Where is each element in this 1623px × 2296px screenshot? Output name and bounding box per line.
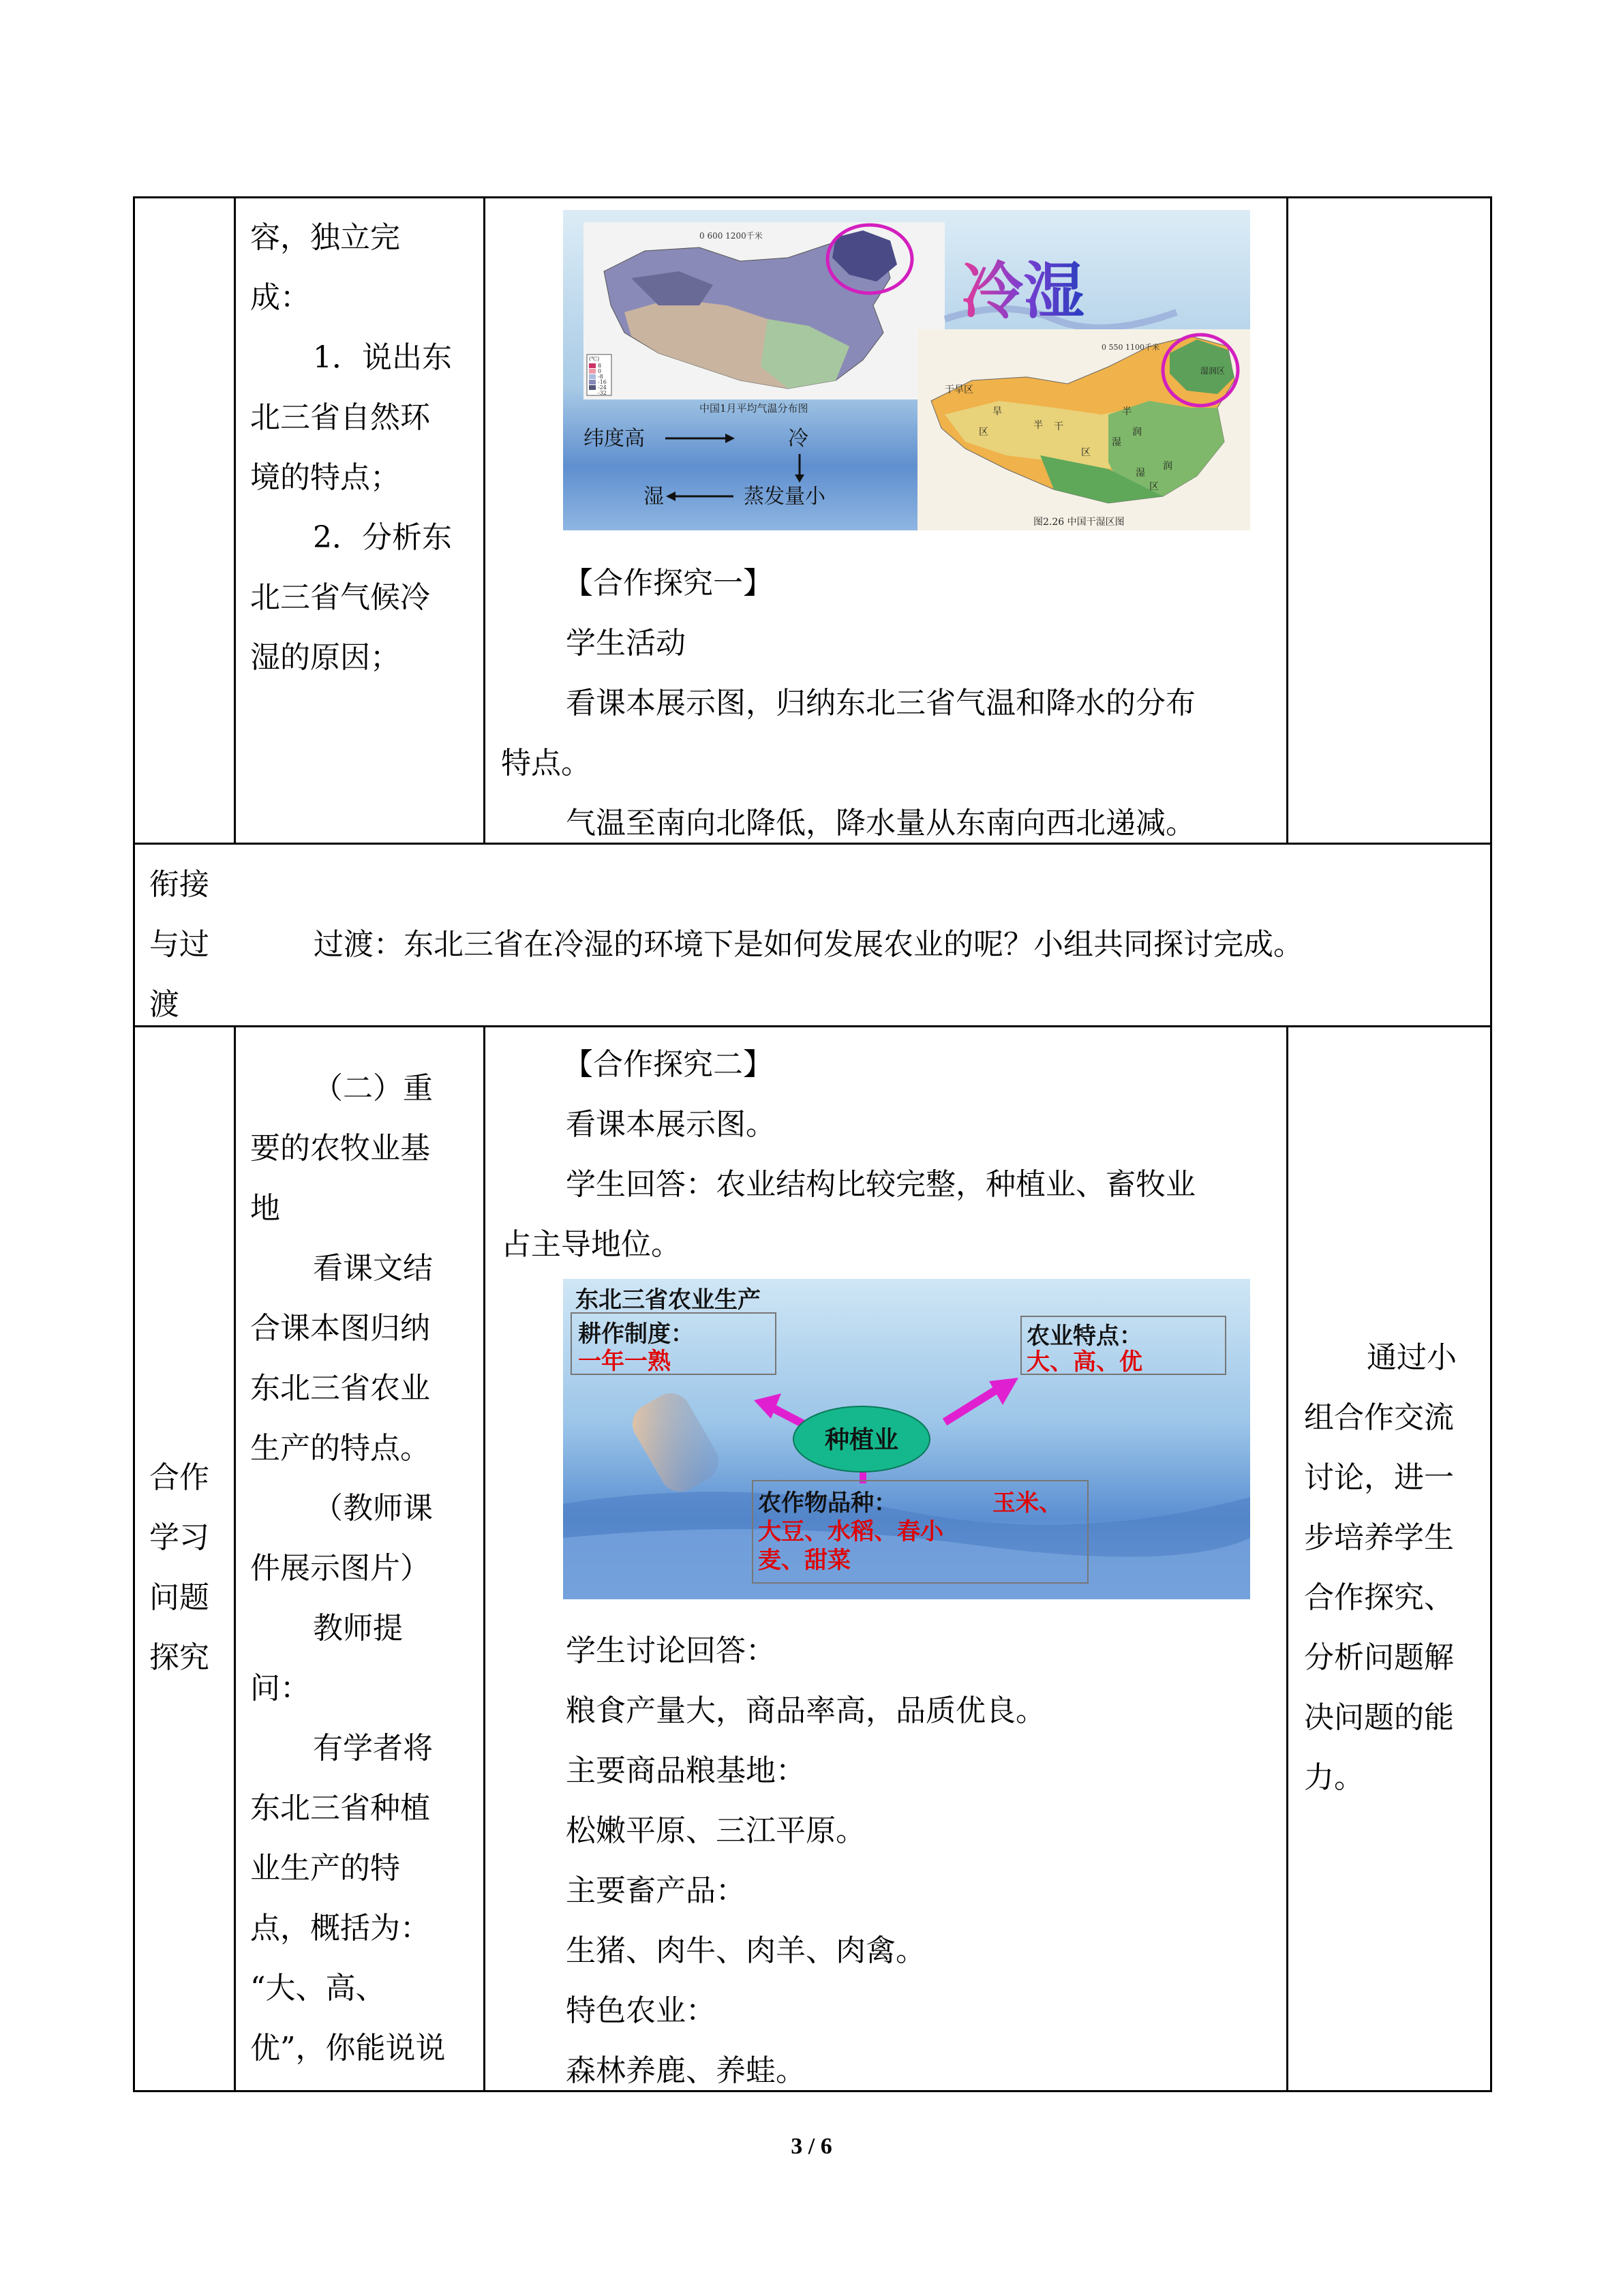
box-value: 一年一熟 bbox=[578, 1348, 671, 1375]
map-region-label: 干 bbox=[1054, 421, 1063, 432]
text-line: 主要畜产品： bbox=[566, 1873, 746, 1908]
text-line: 境的特点； bbox=[250, 460, 400, 495]
row-label-line: 渡 bbox=[149, 987, 179, 1022]
text-line: 组合作交流 bbox=[1304, 1400, 1454, 1435]
flow-label: 蒸发量小 bbox=[744, 485, 825, 509]
box-value: 麦、甜菜 bbox=[758, 1547, 851, 1574]
box-label: 农业特点： bbox=[1027, 1323, 1142, 1350]
diagram-title: 东北三省农业生产 bbox=[575, 1286, 761, 1314]
map-region-label: 润 bbox=[1132, 427, 1142, 438]
text-line: （二）重 bbox=[313, 1071, 433, 1106]
text-line: 学生回答：农业结构比较完整，种植业、畜牧业 bbox=[566, 1167, 1196, 1202]
row-label-line: 合作 bbox=[149, 1460, 209, 1495]
section-heading: 【合作探究一】 bbox=[563, 566, 773, 601]
table-right-border bbox=[1490, 196, 1492, 2092]
text-line: 力。 bbox=[1304, 1760, 1364, 1795]
big-title-text: 冷湿 bbox=[962, 256, 1084, 327]
map-region-label: 干旱区 bbox=[945, 384, 973, 395]
text-line: 业生产的特 bbox=[250, 1851, 400, 1886]
text-line: 东北三省农业 bbox=[250, 1371, 430, 1406]
text-line: 北三省自然环 bbox=[250, 400, 430, 435]
map-region-label: 润 bbox=[1163, 461, 1172, 472]
text-line: 看课本展示图，归纳东北三省气温和降水的分布 bbox=[566, 686, 1196, 721]
map-region-label: 湿润区 bbox=[1200, 366, 1226, 376]
box-value: 大、高、优 bbox=[1027, 1348, 1142, 1376]
legend-value: -24 bbox=[598, 384, 607, 391]
map-caption: 中国1月平均气温分布图 bbox=[699, 402, 808, 414]
text-line: 气温至南向北降低，降水量从东南向西北递减。 bbox=[566, 806, 1196, 841]
text-line: 教师提 bbox=[313, 1611, 403, 1646]
text-line: 生猪、肉牛、肉羊、肉禽。 bbox=[566, 1933, 926, 1968]
text-line: 特点。 bbox=[501, 746, 591, 781]
text-line: 通过小 bbox=[1367, 1340, 1457, 1375]
map-region-label: 半 bbox=[1033, 420, 1043, 431]
center-label: 种植业 bbox=[824, 1426, 899, 1454]
map-scale: 0 550 1100千米 bbox=[1102, 343, 1159, 352]
box-value: 玉米、 bbox=[992, 1490, 1062, 1517]
map-caption: 图2.26 中国干湿区图 bbox=[1033, 517, 1125, 528]
text-line: 看课文结 bbox=[313, 1251, 433, 1286]
flow-label: 湿 bbox=[643, 485, 664, 509]
page-number: 3 / 6 bbox=[791, 2134, 832, 2159]
text-line: 北三省气候冷 bbox=[250, 580, 430, 615]
text-line: 讨论，进一 bbox=[1304, 1460, 1454, 1495]
map-region-label: 湿 bbox=[1136, 468, 1145, 479]
legend-value: -32 bbox=[598, 390, 607, 396]
box-value: 大豆、水稻、春小 bbox=[758, 1518, 943, 1545]
col-c-divider-row3 bbox=[1286, 1025, 1288, 2091]
text-line: 点，概括为： bbox=[250, 1911, 430, 1946]
map-region-label: 区 bbox=[979, 427, 988, 438]
text-line: 步培养学生 bbox=[1304, 1520, 1454, 1555]
legend-value: -8 bbox=[598, 374, 603, 380]
text-line: 分析问题解 bbox=[1304, 1640, 1454, 1675]
row-label-line: 学习 bbox=[149, 1520, 209, 1555]
climate-map-image bbox=[563, 210, 1250, 530]
text-line: 特色农业： bbox=[566, 1993, 716, 2028]
col-a-divider-row1 bbox=[234, 196, 236, 844]
box-label: 耕作制度： bbox=[578, 1320, 694, 1348]
col-b-divider-row1 bbox=[483, 196, 485, 844]
text-line: 湿的原因； bbox=[250, 640, 400, 675]
text-line: 学生讨论回答： bbox=[566, 1633, 776, 1668]
row-label-line: 衔接 bbox=[149, 867, 209, 902]
text-line: 1．说出东 bbox=[313, 340, 452, 375]
col-b-divider-row3 bbox=[483, 1025, 485, 2091]
text-line: 学生活动 bbox=[566, 626, 686, 661]
text-line: 成： bbox=[250, 280, 310, 315]
text-line: 生产的特点。 bbox=[250, 1431, 430, 1466]
transition-text: 过渡：东北三省在冷湿的环境下是如何发展农业的呢？小组共同探讨完成。 bbox=[314, 927, 1303, 962]
text-line: 要的农牧业基 bbox=[250, 1131, 430, 1166]
legend-value: 0 bbox=[598, 368, 602, 374]
text-line: 2．分析东 bbox=[313, 520, 452, 555]
agriculture-diagram-image bbox=[563, 1279, 1250, 1599]
legend-unit: (℃) bbox=[589, 356, 600, 362]
map-region-label: 半 bbox=[1122, 406, 1132, 417]
legend-value: -16 bbox=[598, 379, 607, 385]
map-region-label: 旱 bbox=[992, 406, 1002, 417]
flow-label: 纬度高 bbox=[583, 427, 645, 451]
legend-value: 8 bbox=[598, 363, 602, 369]
text-line: 森林养鹿、养蛙。 bbox=[566, 2053, 806, 2088]
text-line: 有学者将 bbox=[313, 1731, 433, 1766]
map-region-label: 湿 bbox=[1112, 437, 1121, 448]
text-line: 松嫩平原、三江平原。 bbox=[566, 1813, 866, 1848]
flow-label: 冷 bbox=[788, 427, 808, 451]
map-region-label: 区 bbox=[1149, 481, 1159, 492]
text-line: 容，独立完 bbox=[250, 220, 400, 255]
text-line: 件展示图片） bbox=[250, 1551, 430, 1586]
text-line: 合作探究、 bbox=[1304, 1580, 1454, 1615]
text-line: 粮食产量大，商品率高，品质优良。 bbox=[566, 1693, 1046, 1728]
text-line: 合课本图归纳 bbox=[250, 1311, 430, 1346]
map-region-label: 区 bbox=[1081, 447, 1091, 458]
text-line: 决问题的能 bbox=[1304, 1700, 1454, 1735]
map-scale: 0 600 1200千米 bbox=[699, 231, 763, 241]
row-label-line: 与过 bbox=[149, 927, 209, 962]
text-line: （教师课 bbox=[313, 1491, 433, 1526]
text-line: 主要商品粮基地： bbox=[566, 1753, 806, 1788]
text-line: 看课本展示图。 bbox=[566, 1107, 776, 1142]
box-label: 农作物品种： bbox=[758, 1490, 897, 1517]
section-heading: 【合作探究二】 bbox=[563, 1047, 773, 1082]
text-line: 问： bbox=[250, 1671, 310, 1706]
table-left-border bbox=[133, 196, 135, 2092]
text-line: 地 bbox=[250, 1191, 280, 1226]
col-a-divider-row3 bbox=[234, 1025, 236, 2091]
text-line: 占主导地位。 bbox=[501, 1227, 681, 1262]
row-label-line: 问题 bbox=[149, 1580, 209, 1615]
text-line: “大、高、 bbox=[250, 1971, 386, 2006]
row-label-line: 探究 bbox=[149, 1640, 209, 1675]
text-line: 东北三省种植 bbox=[250, 1791, 430, 1826]
col-c-divider-row1 bbox=[1286, 196, 1288, 844]
text-line: 优”，你能说说 bbox=[250, 2031, 446, 2066]
